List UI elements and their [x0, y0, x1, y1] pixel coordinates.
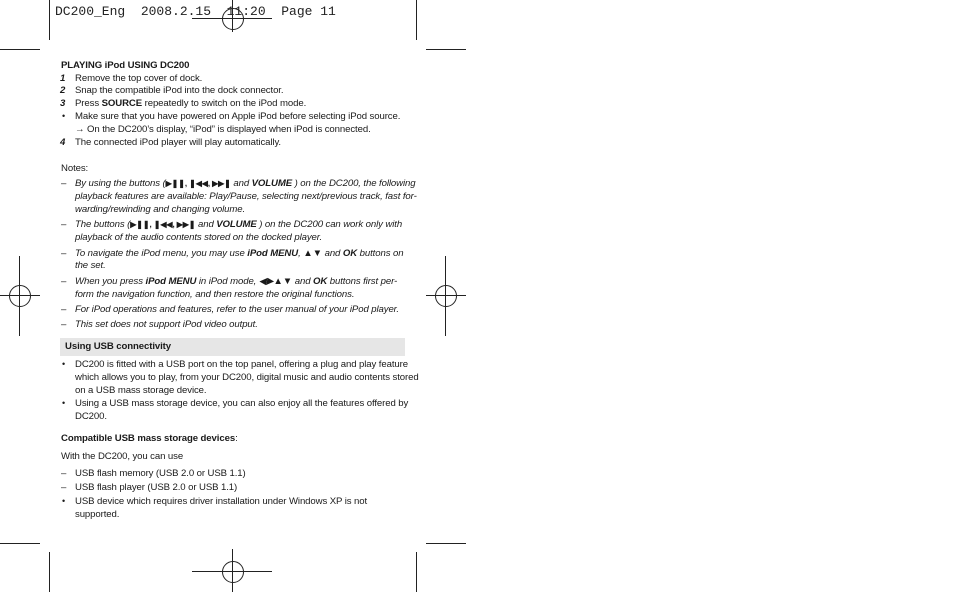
bullet: • — [62, 398, 66, 408]
dash: – — [61, 178, 67, 189]
note-text: buttons on — [357, 248, 404, 259]
dash: – — [61, 276, 67, 287]
note-2-line-1 — [75, 218, 402, 231]
dash: – — [61, 319, 67, 330]
note-text: and — [195, 219, 217, 230]
note-text: , ▲▼ and — [298, 248, 343, 259]
note-1-line-3: warding/rewinding and changing volume. — [75, 204, 246, 215]
note-1-line-2: playback features are available: Play/Pause, selecting next/previous track, fast for- — [75, 191, 417, 202]
step-text — [75, 97, 306, 110]
note-text: The buttons ( — [75, 219, 131, 230]
bullet-text: Make sure that you have powered on Apple iPod before selecting iPod source. — [75, 111, 401, 122]
notes-label: Notes: — [61, 163, 89, 174]
ok-keyword: OK — [342, 248, 358, 259]
dash: – — [61, 248, 67, 259]
title-colon: : — [235, 433, 238, 444]
step-number: 4 — [60, 137, 66, 148]
source-keyword: SOURCE — [101, 98, 143, 109]
usb-bullet-1-line-1: DC200 is fitted with a USB port on the top panel, offering a plug and play feature — [75, 359, 408, 370]
volume-keyword: VOLUME — [251, 178, 293, 189]
section-title-compatible — [61, 432, 238, 445]
device-item-flash-player: USB flash player (USB 2.0 or USB 1.1) — [75, 482, 238, 493]
unsupported-device-line-2: supported. — [75, 509, 120, 520]
usb-bullet-1-line-2: which allows you to play, from your DC200, digital music and audio contents stored — [75, 372, 419, 383]
note-3-line-2: the set. — [75, 260, 106, 271]
step-text: Remove the top cover of dock. — [75, 73, 203, 84]
step-text: The connected iPod player will play automatically. — [75, 137, 281, 148]
dash: – — [61, 482, 67, 493]
note-text: ) on the DC200, the following — [292, 178, 416, 189]
ok-keyword: OK — [313, 276, 328, 287]
print-slug-header: DC200_Eng 2008.2.15 11:20 Page 11 — [55, 4, 336, 19]
step-number: 2 — [60, 85, 66, 96]
note-text: buttons first per- — [327, 276, 398, 287]
note-text: To navigate the iPod menu, you may use — [75, 248, 248, 259]
bullet: • — [62, 496, 66, 506]
ipod-menu-keyword: iPod MENU — [145, 276, 197, 287]
usb-bullet-2-line-1: Using a USB mass storage device, you can also enjoy all the features offered by — [75, 398, 409, 409]
unsupported-device-line-1: USB device which requires driver installation under Windows XP is not — [75, 496, 368, 507]
bullet: • — [62, 111, 66, 121]
bullet: • — [62, 359, 66, 369]
step-text-post: repeatedly to switch on the iPod mode. — [142, 98, 307, 109]
note-2-line-2: playback of the audio contents stored on the docked player. — [75, 232, 323, 243]
dash: – — [61, 468, 67, 479]
note-4-line-1 — [75, 275, 397, 288]
device-item-flash-memory: USB flash memory (USB 2.0 or USB 1.1) — [75, 468, 246, 479]
compatible-intro: With the DC200, you can use — [61, 451, 184, 462]
note-text: ) on the DC200 can work only with — [256, 219, 403, 230]
compatible-title: Compatible USB mass storage devices — [61, 433, 236, 444]
note-text: By using the buttons ( — [75, 178, 166, 189]
usb-bullet-2-line-2: DC200. — [75, 411, 107, 422]
arrow-result-text: → On the DC200’s display, “iPod” is displayed when iPod is connected. — [75, 124, 371, 135]
note-4-line-2: form the navigation function, and then restore the original functions. — [75, 289, 355, 300]
note-6: This set does not support iPod video output. — [75, 319, 258, 330]
note-text: in iPod mode, ◀▶▲▼ and — [196, 276, 313, 287]
section-title-usb: Using USB connectivity — [65, 341, 172, 352]
step-text-pre: Press — [75, 98, 102, 109]
step-number: 3 — [60, 98, 66, 109]
transport-button-icons: ▶❚❚, ❚◀◀, ▶▶❚ — [165, 179, 231, 188]
step-text: Snap the compatible iPod into the dock connector. — [75, 85, 284, 96]
usb-bullet-1-line-3: on a USB mass storage device. — [75, 385, 207, 396]
section-title-playing-ipod: PLAYING iPod USING DC200 — [61, 60, 190, 71]
dash: – — [61, 304, 67, 315]
note-3-line-1 — [75, 247, 403, 260]
note-text: and — [230, 178, 252, 189]
volume-keyword: VOLUME — [216, 219, 257, 230]
dash: – — [61, 219, 67, 230]
note-text: When you press — [75, 276, 146, 287]
note-5: For iPod operations and features, refer to the user manual of your iPod player. — [75, 304, 399, 315]
transport-button-icons: ▶❚❚, ❚◀◀, ▶▶❚ — [130, 220, 196, 229]
note-1-line-1 — [75, 177, 415, 190]
step-number: 1 — [60, 73, 66, 84]
ipod-menu-keyword: iPod MENU — [247, 248, 299, 259]
